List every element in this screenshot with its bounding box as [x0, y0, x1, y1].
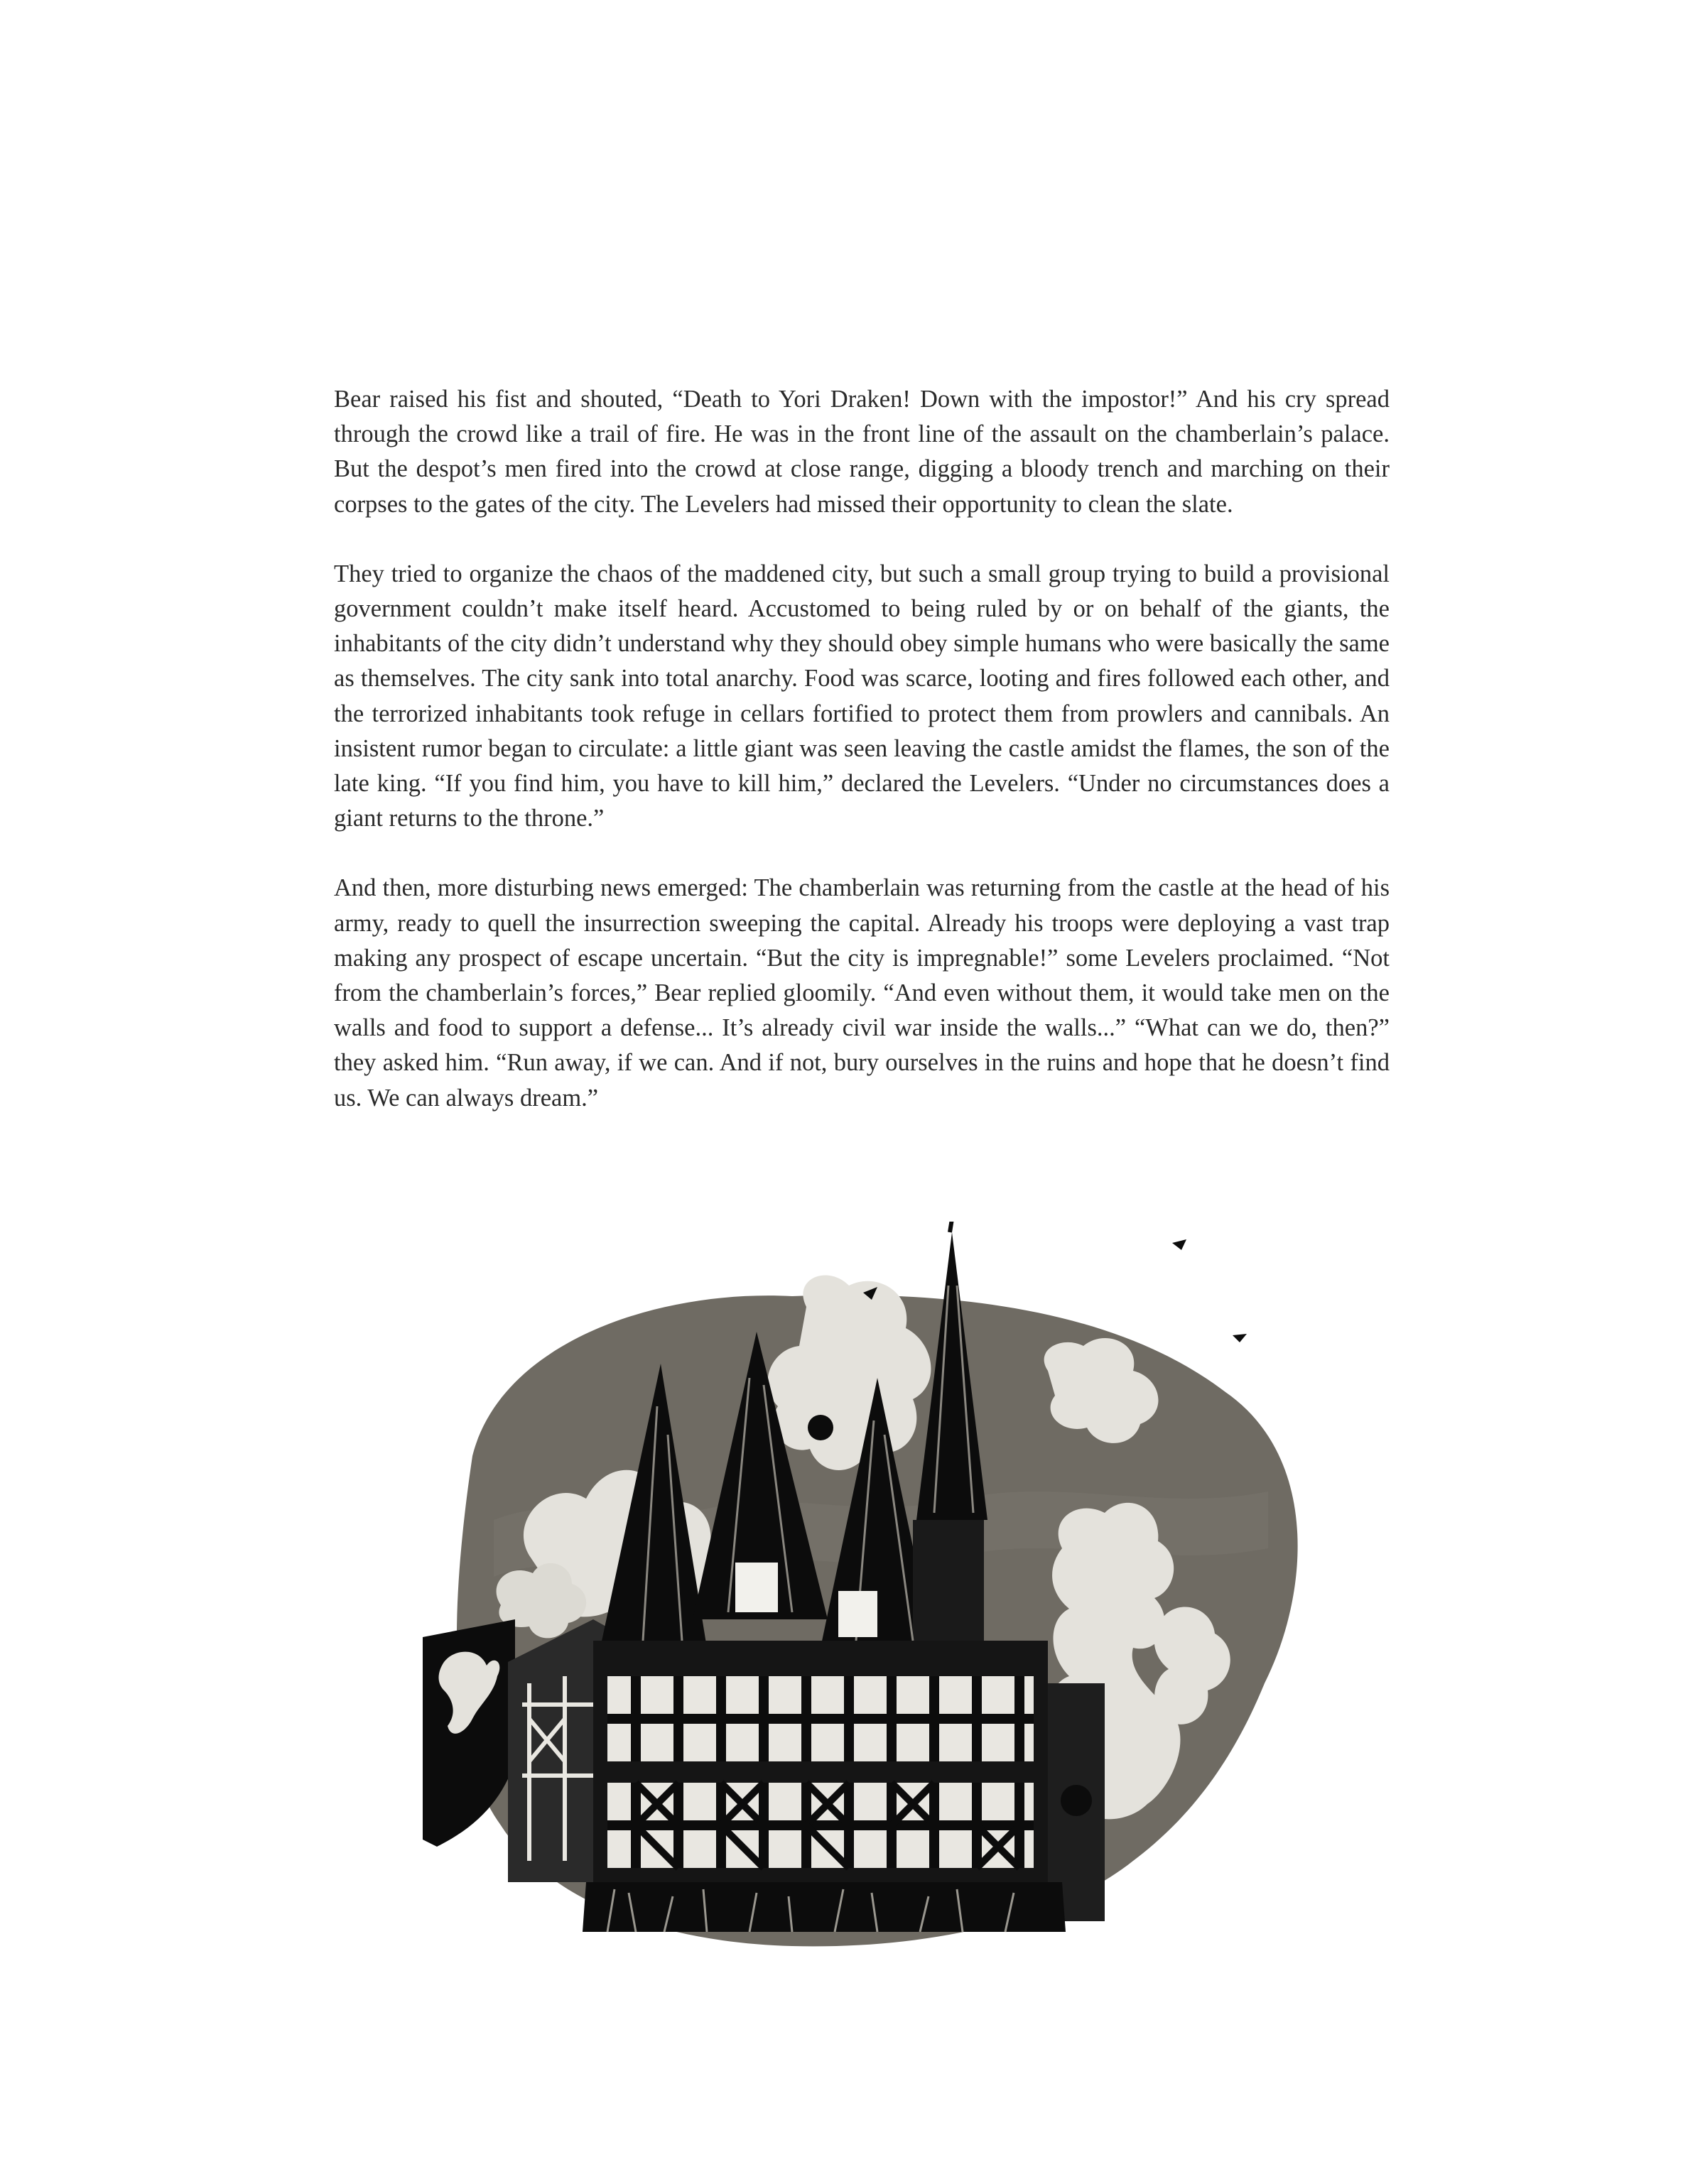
paragraph-2: They tried to organize the chaos of the maddened city, but such a small group trying to build a provisional government couldn’t make itself heard. Accustomed to being ruled by or on behalf of the giants, the inhabitants of the city didn’t understand why they should obey simple humans who were basically the same as themselves. The city sank into total anarchy. Food was scarce, looting and fires followed each other, and the terrorized inhabitants took refuge in cellars fortified to protect them from prowlers and cannibals. An insistent rumor began to circulate: a little giant was seen leaving the castle amidst the flames, the son of the late king. “If you find him, you have to kill him,” declared the Levelers. “Under no circumstances does a giant returns to the throne.” [334, 560, 1390, 832]
ground-base [583, 1882, 1066, 1932]
paragraph-1: Bear raised his fist and shouted, “Death to Yori Draken! Down with the impostor!” And his cry spread through the crowd like a trail of fire. He was in the front line of the assault on the chamberlain’s palace. But the despot’s men fired into the crowd at close range, digging a bloody trench and marching on their corpses to the gates of the city. The Levelers had missed their opportunity to clean the slate. [334, 386, 1390, 518]
castle-drawing [423, 1222, 1307, 1967]
paragraph-3: And then, more disturbing news emerged: The chamberlain was returning from the castle at the head of his army, ready to quell the insurrection sweeping the capital. Already his troops were deploying a vast trap making any prospect of escape uncertain. “But the city is impregnable!” some Levelers proclaimed. “Not from the chamberlain’s forces,” Bear replied gloomily. “And even without them, it would take men on the walls and food to support a defense... It’s already civil war inside the walls...” “What can we do, then?” they asked him. “Run away, if we can. And if not, bury ourselves in the ruins and hope that he doesn’t find us. We can always dream.” [334, 874, 1390, 1112]
burning-castle-illustration [423, 1222, 1307, 1967]
tower-flag-pole [950, 1222, 953, 1232]
story-text [334, 382, 1390, 1151]
